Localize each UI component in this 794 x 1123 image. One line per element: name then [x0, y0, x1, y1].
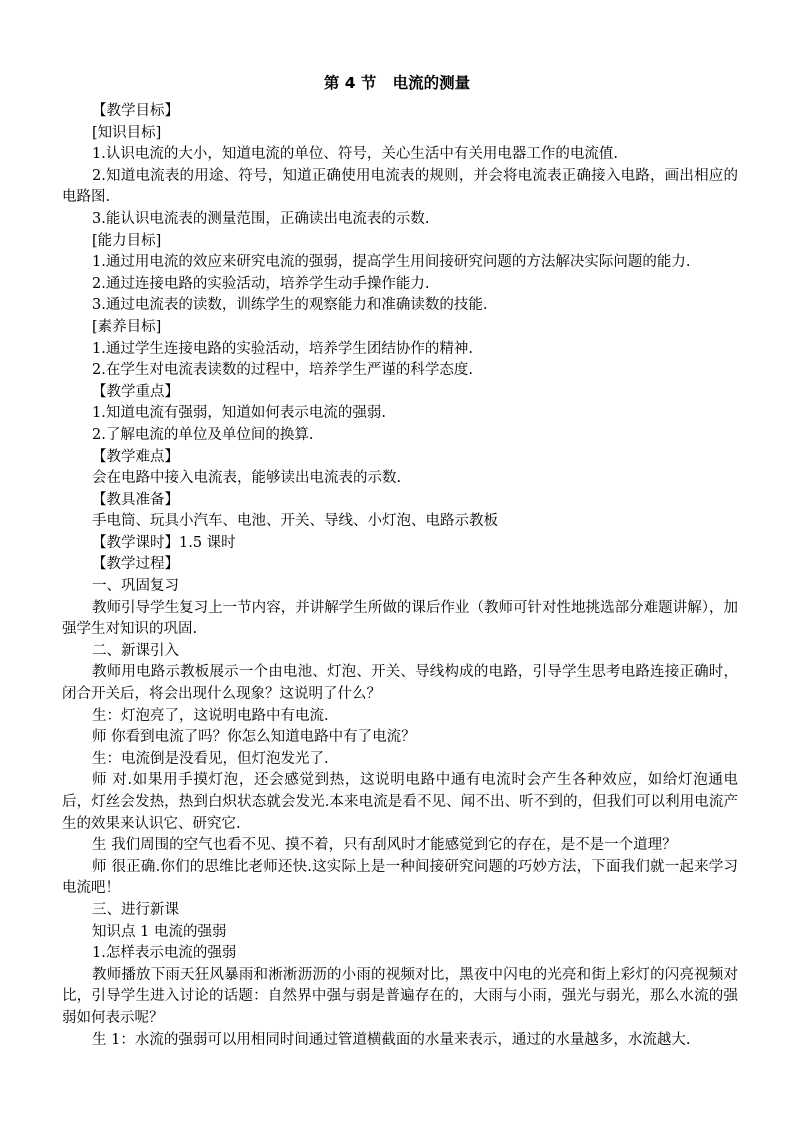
section-heading: 【教具准备】	[92, 491, 179, 508]
paragraph: 1.知道电流有强弱，知道如何表示电流的强弱.	[92, 405, 386, 422]
paragraph: 教师引导学生复习上一节内容，并讲解学生所做的课后作业（教师可针对性地挑选部分难题讲解），加强学生对知识的巩固.	[62, 599, 738, 638]
subsection-heading: 三、进行新课	[92, 901, 179, 918]
paragraph: 2.在学生对电流表读数的过程中，培养学生严谨的科学态度.	[92, 362, 473, 379]
paragraph: 师 你看到电流了吗？你怎么知道电路中有了电流？	[92, 729, 416, 746]
knowledge-point-heading: 知识点 1 电流的强弱	[92, 923, 227, 940]
paragraph: 2.通过连接电路的实验活动，培养学生动手操作能力.	[92, 275, 430, 292]
paragraph: 2.了解电流的单位及单位间的换算.	[92, 426, 314, 443]
paragraph: 生：电流倒是没看见，但灯泡发光了.	[92, 750, 329, 767]
paragraph: 手电筒、玩具小汽车、电池、开关、导线、小灯泡、电路示教板	[92, 513, 498, 530]
paragraph: 生：灯泡亮了，这说明电路中有电流.	[92, 707, 329, 724]
subsection-heading: [知识目标]	[92, 124, 162, 141]
paragraph: 3.能认识电流表的测量范围，正确读出电流表的示数.	[92, 210, 430, 227]
paragraph: 师 对.如果用手摸灯泡，还会感觉到热，这说明电路中通有电流时会产生各种效应，如给灯泡通电后，灯丝会发热，热到白炽状态就会发光.本来电流是看不见、闻不出、听不到的，但我们可以利用电流产生的效果来认识它、研究它.	[62, 772, 738, 832]
paragraph: 生 1：水流的强弱可以用相同时间通过管道横截面的水量来表示，通过的水量越多，水流越大.	[92, 1031, 691, 1048]
paragraph: 教师用电路示教板展示一个由电池、灯泡、开关、导线构成的电路，引导学生思考电路连接正确时，闭合开关后，将会出现什么现象？这说明了什么？	[62, 664, 738, 703]
subsection-heading: 二、新课引入	[92, 642, 179, 659]
paragraph: 3.通过电流表的读数，训练学生的观察能力和准确读数的技能.	[92, 297, 488, 314]
subsection-heading: [能力目标]	[92, 232, 162, 249]
lesson-plan-body	[62, 101, 738, 1051]
paragraph: 1.通过学生连接电路的实验活动，培养学生团结协作的精神.	[92, 340, 473, 357]
section-heading: 【教学目标】	[92, 103, 179, 119]
section-heading: 【教学重点】	[92, 383, 179, 400]
paragraph: 2.知道电流表的用途、符号，知道正确使用电流表的规则，并会将电流表正确接入电路，画出相应的电路图.	[62, 167, 738, 206]
subsection-heading: 一、巩固复习	[92, 578, 179, 595]
section-heading: 【教学过程】	[92, 556, 179, 573]
paragraph: 会在电路中接入电流表，能够读出电流表的示数.	[92, 470, 402, 487]
subsection-heading: 1.怎样表示电流的强弱	[92, 945, 237, 962]
page-title: 第 4 节 电流的测量	[323, 74, 471, 92]
paragraph: 师 很正确.你们的思维比老师还快.这实际上是一种间接研究问题的巧妙方法，下面我们就一起来学习电流吧！	[62, 858, 738, 897]
section-heading: 【教学难点】	[92, 448, 179, 465]
paragraph: 1.认识电流的大小，知道电流的单位、符号，关心生活中有关用电器工作的电流值.	[92, 146, 618, 163]
paragraph: 教师播放下雨天狂风暴雨和淅淅沥沥的小雨的视频对比，黑夜中闪电的光亮和街上彩灯的闪亮视频对比，引导学生进入讨论的话题：自然界中强与弱是普遍存在的，大雨与小雨，强光与弱光，那么水流的强弱如何表示呢？	[62, 966, 738, 1026]
paragraph: 生 我们周围的空气也看不见、摸不着，只有刮风时才能感觉到它的存在，是不是一个道理？	[92, 837, 677, 854]
subsection-heading: [素养目标]	[92, 318, 162, 335]
section-heading: 【教学课时】1.5 课时	[92, 534, 236, 551]
paragraph: 1.通过用电流的效应来研究电流的强弱，提高学生用间接研究问题的方法解决实际问题的能力.	[92, 254, 691, 271]
